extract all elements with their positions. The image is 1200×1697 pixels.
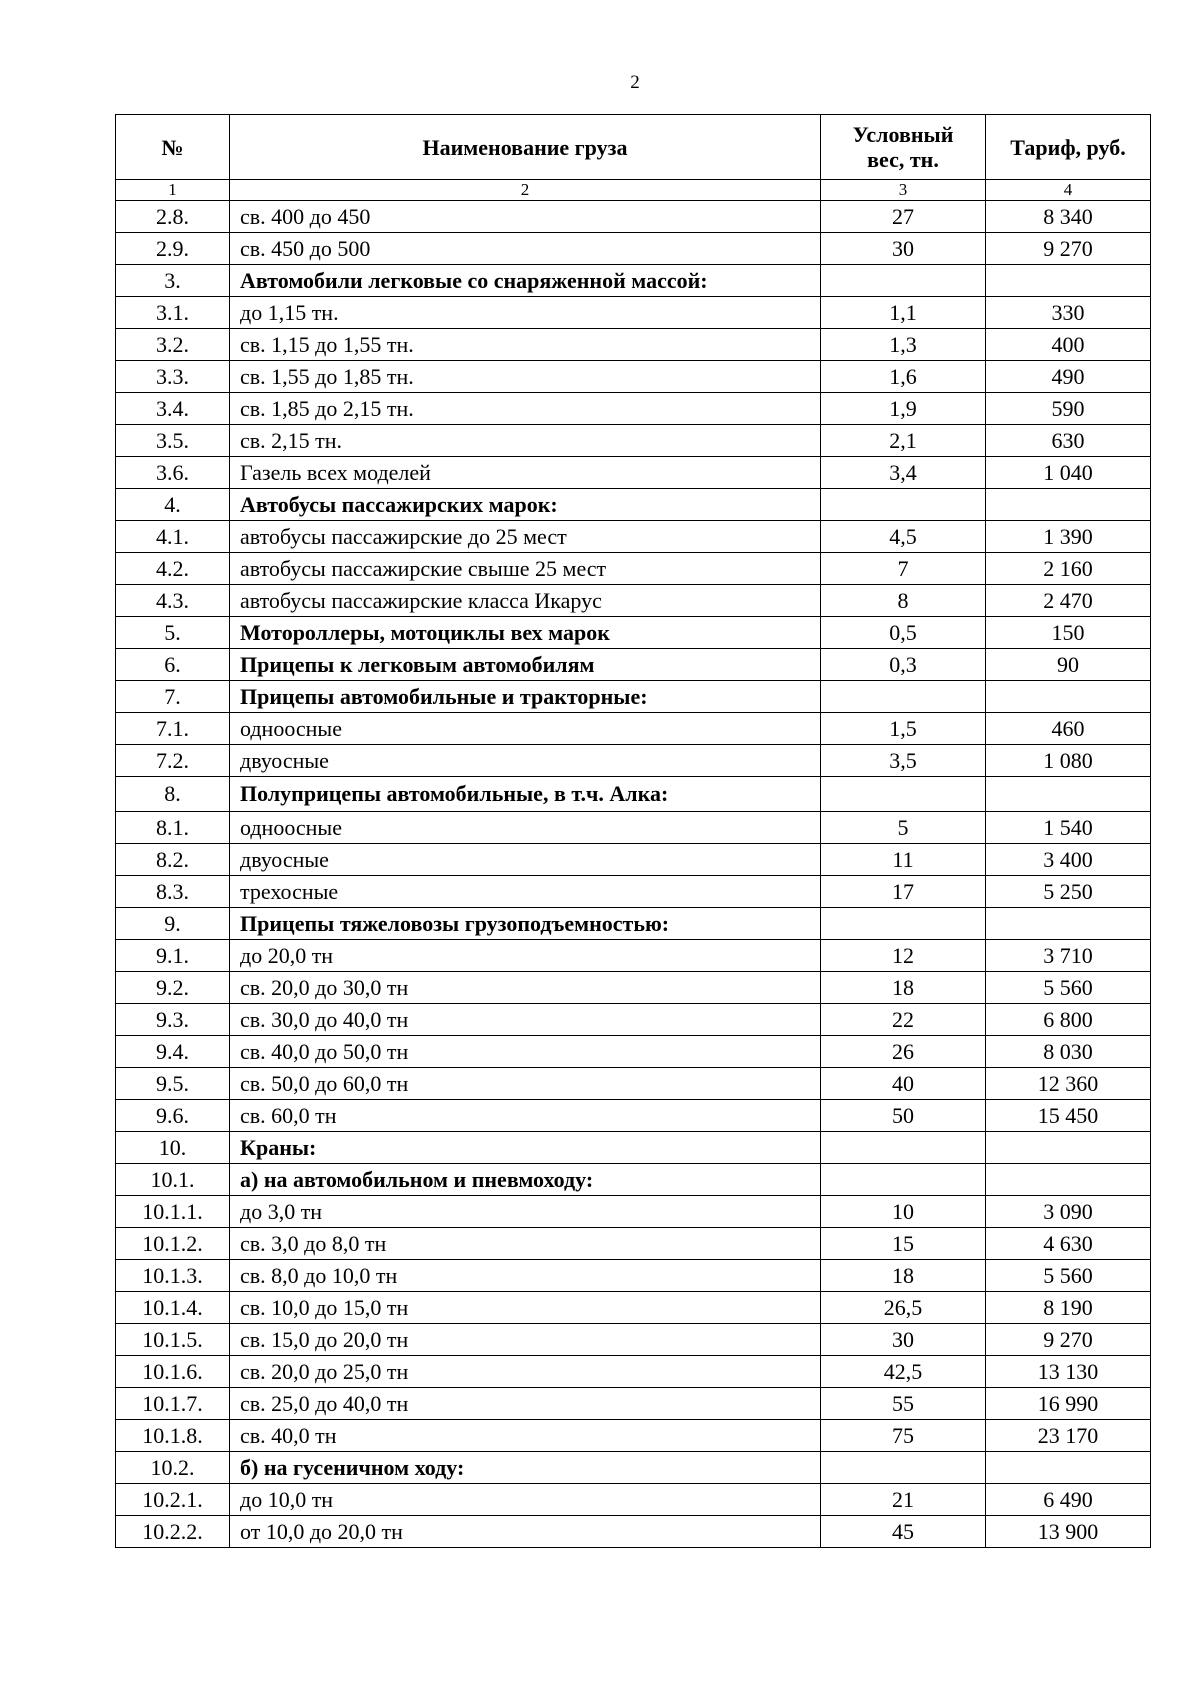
row-number: 10.1. xyxy=(116,1164,230,1196)
row-cargo-name: одноосные xyxy=(230,812,821,844)
table-row xyxy=(116,908,1151,940)
row-tariff xyxy=(986,1164,1151,1196)
row-cargo-name: св. 1,15 до 1,55 тн. xyxy=(230,329,821,361)
row-weight: 2,1 xyxy=(821,425,986,457)
row-number: 9.3. xyxy=(116,1004,230,1036)
table-header-row xyxy=(116,115,1151,180)
row-weight: 3,4 xyxy=(821,457,986,489)
row-number: 10.1.6. xyxy=(116,1356,230,1388)
row-cargo-name: св. 400 до 450 xyxy=(230,201,821,233)
row-number: 9.1. xyxy=(116,940,230,972)
row-tariff: 1 390 xyxy=(986,521,1151,553)
table-row xyxy=(116,940,1151,972)
row-cargo-name: Мотороллеры, мотоциклы вех марок xyxy=(230,617,821,649)
row-number: 4. xyxy=(116,489,230,521)
row-number: 7.2. xyxy=(116,745,230,777)
row-number: 8.1. xyxy=(116,812,230,844)
header-cargo-name: Наименование груза xyxy=(230,115,821,180)
row-number: 3.6. xyxy=(116,457,230,489)
row-number: 3.4. xyxy=(116,393,230,425)
row-number: 4.2. xyxy=(116,553,230,585)
row-number: 3.1. xyxy=(116,297,230,329)
row-cargo-name: а) на автомобильном и пневмоходу: xyxy=(230,1164,821,1196)
row-weight: 12 xyxy=(821,940,986,972)
row-tariff: 90 xyxy=(986,649,1151,681)
tariff-table xyxy=(115,114,1151,1548)
row-tariff xyxy=(986,681,1151,713)
row-cargo-name: до 20,0 тн xyxy=(230,940,821,972)
row-tariff: 3 400 xyxy=(986,844,1151,876)
row-weight: 4,5 xyxy=(821,521,986,553)
row-weight: 27 xyxy=(821,201,986,233)
row-weight: 30 xyxy=(821,233,986,265)
row-cargo-name: св. 450 до 500 xyxy=(230,233,821,265)
table-row xyxy=(116,1484,1151,1516)
row-weight: 1,5 xyxy=(821,713,986,745)
table-row xyxy=(116,521,1151,553)
header-tariff: Тариф, руб. xyxy=(986,115,1151,180)
row-number: 8.3. xyxy=(116,876,230,908)
table-row xyxy=(116,297,1151,329)
row-cargo-name: св. 8,0 до 10,0 тн xyxy=(230,1260,821,1292)
table-row xyxy=(116,713,1151,745)
row-cargo-name: св. 20,0 до 25,0 тн xyxy=(230,1356,821,1388)
row-weight xyxy=(821,1164,986,1196)
table-row xyxy=(116,649,1151,681)
row-cargo-name: св. 40,0 тн xyxy=(230,1420,821,1452)
row-number: 3. xyxy=(116,265,230,297)
row-number: 10.2.1. xyxy=(116,1484,230,1516)
row-tariff: 400 xyxy=(986,329,1151,361)
row-cargo-name: св. 15,0 до 20,0 тн xyxy=(230,1324,821,1356)
table-body xyxy=(116,201,1151,1548)
row-tariff: 4 630 xyxy=(986,1228,1151,1260)
row-weight: 21 xyxy=(821,1484,986,1516)
table-row xyxy=(116,1260,1151,1292)
row-tariff: 15 450 xyxy=(986,1100,1151,1132)
table-row xyxy=(116,425,1151,457)
row-weight: 17 xyxy=(821,876,986,908)
table-row xyxy=(116,617,1151,649)
row-tariff: 150 xyxy=(986,617,1151,649)
row-cargo-name: св. 50,0 до 60,0 тн xyxy=(230,1068,821,1100)
row-weight: 0,3 xyxy=(821,649,986,681)
row-cargo-name: Полуприцепы автомобильные, в т.ч. Алка: xyxy=(230,777,821,812)
row-tariff: 3 090 xyxy=(986,1196,1151,1228)
row-tariff: 5 250 xyxy=(986,876,1151,908)
row-tariff: 16 990 xyxy=(986,1388,1151,1420)
row-weight xyxy=(821,681,986,713)
row-tariff: 2 160 xyxy=(986,553,1151,585)
row-number: 3.3. xyxy=(116,361,230,393)
row-number: 2.9. xyxy=(116,233,230,265)
row-cargo-name: Прицепы тяжеловозы грузоподъемностью: xyxy=(230,908,821,940)
column-number: 3 xyxy=(821,180,986,201)
row-cargo-name: св. 1,55 до 1,85 тн. xyxy=(230,361,821,393)
row-cargo-name: св. 3,0 до 8,0 тн xyxy=(230,1228,821,1260)
row-weight: 0,5 xyxy=(821,617,986,649)
row-number: 9.2. xyxy=(116,972,230,1004)
row-tariff: 5 560 xyxy=(986,1260,1151,1292)
row-tariff: 23 170 xyxy=(986,1420,1151,1452)
table-row xyxy=(116,1356,1151,1388)
table-row xyxy=(116,1292,1151,1324)
row-cargo-name: одноосные xyxy=(230,713,821,745)
row-cargo-name: Автомобили легковые со снаряженной массой: xyxy=(230,265,821,297)
row-tariff: 590 xyxy=(986,393,1151,425)
table-row xyxy=(116,1132,1151,1164)
row-tariff: 6 800 xyxy=(986,1004,1151,1036)
row-tariff: 8 190 xyxy=(986,1292,1151,1324)
row-number: 3.5. xyxy=(116,425,230,457)
table-row xyxy=(116,1516,1151,1548)
row-tariff: 8 340 xyxy=(986,201,1151,233)
row-cargo-name: автобусы пассажирские класса Икарус xyxy=(230,585,821,617)
row-number: 3.2. xyxy=(116,329,230,361)
table-row xyxy=(116,265,1151,297)
row-tariff xyxy=(986,1452,1151,1484)
row-weight: 1,3 xyxy=(821,329,986,361)
row-weight: 40 xyxy=(821,1068,986,1100)
row-cargo-name: автобусы пассажирские свыше 25 мест xyxy=(230,553,821,585)
table-row xyxy=(116,233,1151,265)
row-weight: 50 xyxy=(821,1100,986,1132)
row-number: 8. xyxy=(116,777,230,812)
row-number: 4.1. xyxy=(116,521,230,553)
row-number: 10. xyxy=(116,1132,230,1164)
row-cargo-name: св. 30,0 до 40,0 тн xyxy=(230,1004,821,1036)
row-tariff xyxy=(986,777,1151,812)
header-weight xyxy=(821,115,986,180)
column-number: 1 xyxy=(116,180,230,201)
row-tariff: 6 490 xyxy=(986,1484,1151,1516)
row-number: 4.3. xyxy=(116,585,230,617)
table-row xyxy=(116,1228,1151,1260)
row-cargo-name: Прицепы к легковым автомобилям xyxy=(230,649,821,681)
table-row xyxy=(116,1420,1151,1452)
row-weight: 18 xyxy=(821,972,986,1004)
row-number: 8.2. xyxy=(116,844,230,876)
row-weight: 18 xyxy=(821,1260,986,1292)
table-row xyxy=(116,1100,1151,1132)
row-number: 6. xyxy=(116,649,230,681)
row-tariff: 2 470 xyxy=(986,585,1151,617)
header-weight-line2: вес, тн. xyxy=(867,147,939,172)
row-tariff: 460 xyxy=(986,713,1151,745)
row-cargo-name: св. 60,0 тн xyxy=(230,1100,821,1132)
row-weight: 11 xyxy=(821,844,986,876)
table-row xyxy=(116,745,1151,777)
row-tariff: 13 900 xyxy=(986,1516,1151,1548)
row-number: 5. xyxy=(116,617,230,649)
column-number-row xyxy=(116,180,1151,201)
table-row xyxy=(116,876,1151,908)
row-tariff: 12 360 xyxy=(986,1068,1151,1100)
row-tariff: 8 030 xyxy=(986,1036,1151,1068)
row-number: 10.2. xyxy=(116,1452,230,1484)
table-row xyxy=(116,553,1151,585)
table-row xyxy=(116,1068,1151,1100)
table-row xyxy=(116,681,1151,713)
row-number: 10.1.1. xyxy=(116,1196,230,1228)
row-tariff: 9 270 xyxy=(986,233,1151,265)
row-weight xyxy=(821,908,986,940)
row-weight: 45 xyxy=(821,1516,986,1548)
row-cargo-name: св. 1,85 до 2,15 тн. xyxy=(230,393,821,425)
row-tariff: 13 130 xyxy=(986,1356,1151,1388)
row-weight xyxy=(821,265,986,297)
row-weight xyxy=(821,1132,986,1164)
row-weight: 8 xyxy=(821,585,986,617)
row-tariff: 630 xyxy=(986,425,1151,457)
table-row xyxy=(116,457,1151,489)
row-cargo-name: автобусы пассажирские до 25 мест xyxy=(230,521,821,553)
row-cargo-name: Прицепы автомобильные и тракторные: xyxy=(230,681,821,713)
row-tariff: 330 xyxy=(986,297,1151,329)
table-row xyxy=(116,972,1151,1004)
row-cargo-name: двуосные xyxy=(230,745,821,777)
row-number: 10.1.4. xyxy=(116,1292,230,1324)
column-number: 2 xyxy=(230,180,821,201)
row-number: 7.1. xyxy=(116,713,230,745)
row-tariff xyxy=(986,489,1151,521)
table-row xyxy=(116,1036,1151,1068)
row-weight: 7 xyxy=(821,553,986,585)
row-tariff: 3 710 xyxy=(986,940,1151,972)
row-tariff xyxy=(986,265,1151,297)
row-weight: 75 xyxy=(821,1420,986,1452)
row-cargo-name: св. 2,15 тн. xyxy=(230,425,821,457)
page-number: 2 xyxy=(630,72,640,93)
table-row xyxy=(116,844,1151,876)
row-tariff: 490 xyxy=(986,361,1151,393)
row-number: 10.2.2. xyxy=(116,1516,230,1548)
table-row xyxy=(116,1164,1151,1196)
row-weight: 1,6 xyxy=(821,361,986,393)
row-cargo-name: б) на гусеничном ходу: xyxy=(230,1452,821,1484)
header-weight-line1: Условный xyxy=(852,122,954,147)
row-number: 9.4. xyxy=(116,1036,230,1068)
table-row xyxy=(116,201,1151,233)
row-number: 10.1.7. xyxy=(116,1388,230,1420)
row-number: 10.1.5. xyxy=(116,1324,230,1356)
row-tariff: 5 560 xyxy=(986,972,1151,1004)
table-row xyxy=(116,585,1151,617)
row-weight: 42,5 xyxy=(821,1356,986,1388)
row-cargo-name: Краны: xyxy=(230,1132,821,1164)
row-number: 9.5. xyxy=(116,1068,230,1100)
row-weight: 30 xyxy=(821,1324,986,1356)
row-cargo-name: двуосные xyxy=(230,844,821,876)
row-weight: 26 xyxy=(821,1036,986,1068)
row-weight: 5 xyxy=(821,812,986,844)
row-number: 9. xyxy=(116,908,230,940)
table-row xyxy=(116,777,1151,812)
row-cargo-name: до 10,0 тн xyxy=(230,1484,821,1516)
row-cargo-name: св. 25,0 до 40,0 тн xyxy=(230,1388,821,1420)
row-cargo-name: до 3,0 тн xyxy=(230,1196,821,1228)
row-weight xyxy=(821,777,986,812)
table-row xyxy=(116,1196,1151,1228)
table-row xyxy=(116,393,1151,425)
header-number: № xyxy=(116,115,230,180)
column-number: 4 xyxy=(986,180,1151,201)
row-number: 2.8. xyxy=(116,201,230,233)
row-number: 10.1.8. xyxy=(116,1420,230,1452)
row-weight: 10 xyxy=(821,1196,986,1228)
row-tariff: 1 540 xyxy=(986,812,1151,844)
row-weight: 1,1 xyxy=(821,297,986,329)
row-cargo-name: Автобусы пассажирских марок: xyxy=(230,489,821,521)
row-cargo-name: от 10,0 до 20,0 тн xyxy=(230,1516,821,1548)
table-row xyxy=(116,489,1151,521)
row-weight: 22 xyxy=(821,1004,986,1036)
row-cargo-name: св. 20,0 до 30,0 тн xyxy=(230,972,821,1004)
table-row xyxy=(116,361,1151,393)
row-tariff: 1 040 xyxy=(986,457,1151,489)
row-weight: 26,5 xyxy=(821,1292,986,1324)
table-row xyxy=(116,1324,1151,1356)
row-weight: 55 xyxy=(821,1388,986,1420)
row-tariff: 9 270 xyxy=(986,1324,1151,1356)
row-weight: 1,9 xyxy=(821,393,986,425)
row-number: 10.1.2. xyxy=(116,1228,230,1260)
table-row xyxy=(116,812,1151,844)
row-tariff xyxy=(986,908,1151,940)
row-cargo-name: св. 10,0 до 15,0 тн xyxy=(230,1292,821,1324)
table-row xyxy=(116,329,1151,361)
row-tariff: 1 080 xyxy=(986,745,1151,777)
table-row xyxy=(116,1004,1151,1036)
row-cargo-name: до 1,15 тн. xyxy=(230,297,821,329)
row-number: 7. xyxy=(116,681,230,713)
row-number: 10.1.3. xyxy=(116,1260,230,1292)
table-row xyxy=(116,1452,1151,1484)
row-weight xyxy=(821,1452,986,1484)
row-weight: 3,5 xyxy=(821,745,986,777)
row-tariff xyxy=(986,1132,1151,1164)
row-number: 9.6. xyxy=(116,1100,230,1132)
table-row xyxy=(116,1388,1151,1420)
row-weight: 15 xyxy=(821,1228,986,1260)
row-cargo-name: св. 40,0 до 50,0 тн xyxy=(230,1036,821,1068)
row-weight xyxy=(821,489,986,521)
row-cargo-name: Газель всех моделей xyxy=(230,457,821,489)
row-cargo-name: трехосные xyxy=(230,876,821,908)
